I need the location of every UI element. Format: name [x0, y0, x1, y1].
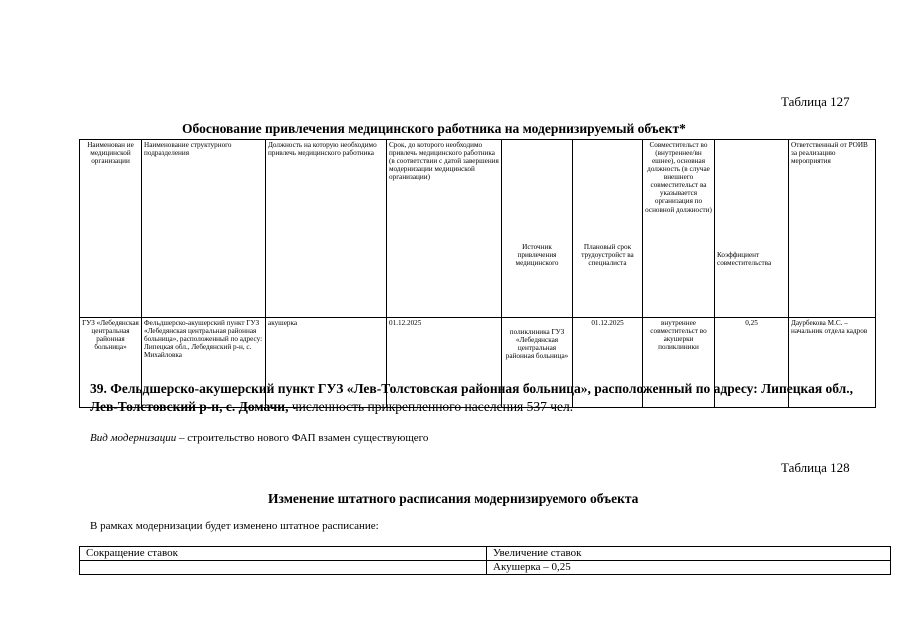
- table-128-heading: Изменение штатного расписания модернизируемого объекта: [268, 491, 639, 506]
- modernization-text: – строительство нового ФАП взамен существующего: [176, 432, 429, 444]
- table-128-intro: В рамках модернизации будет изменено штатное расписание:: [90, 520, 379, 532]
- header-cell: Наименование структурного подразделения: [142, 140, 266, 318]
- table-cell: 01.12.2025: [387, 318, 502, 408]
- reduction-value: [80, 561, 487, 575]
- table-127: [79, 139, 876, 408]
- table-cell: внутреннее совместительст во акушерки поликлиники: [643, 318, 715, 408]
- header-cell: Срок, до которого необходимо привлечь медицинского работника (в соответствии с датой завершения модернизации медицинской организации): [387, 140, 502, 318]
- table-128: [79, 546, 891, 575]
- header-cell: Должность на которую необходимо привлечь медицинского работника: [266, 140, 387, 318]
- table-127-heading: Обоснование привлечения медицинского работника на модернизируемый объект*: [182, 121, 686, 136]
- section-title-bold: 39. Фельдшерско-акушерский пункт ГУЗ «Лев-Толстовская районная больница», расположенный по адресу: Липецкая обл., Лев-Толстовский р-н, с. Домачи,: [90, 381, 853, 415]
- reduction-header: Сокращение ставок: [80, 547, 487, 561]
- increase-value: Акушерка – 0,25: [487, 561, 891, 575]
- table-128-caption: Таблица 128: [781, 460, 850, 475]
- increase-header: Увеличение ставок: [487, 547, 891, 561]
- table-cell: Фельдшерско-акушерский пункт ГУЗ «Лебедянская центральная районная больница», расположенный по адресу: Липецкая обл., Лебедянский р-н, с. Михайловка: [142, 318, 266, 408]
- table-127-caption: Таблица 127: [781, 94, 850, 109]
- table-cell: ГУЗ «Лебедянская центральная районная больница»: [80, 318, 142, 408]
- table-128-header-row: [80, 547, 891, 561]
- table-cell: акушерка: [266, 318, 387, 408]
- table-row: [80, 561, 891, 575]
- section-title-population: численность прикрепленного населения 537 чел.: [288, 399, 574, 415]
- table-cell: 0,25: [715, 318, 789, 408]
- header-cell: Источник привлечения медицинского: [502, 140, 573, 318]
- header-cell: Ответственный от РОИВ за реализацию мероприятия: [789, 140, 876, 318]
- modernization-label: Вид модернизации: [90, 432, 177, 444]
- header-cell: Плановый срок трудоустройст ва специалиста: [573, 140, 643, 318]
- table-cell: поликлиника ГУЗ «Лебедянская центральная районная больница»: [502, 318, 573, 408]
- section-title: [90, 380, 880, 416]
- header-cell: Наименован ие медицинской организации: [80, 140, 142, 318]
- header-cell: Совместительст во (внутреннее/вн ешнее), основная должность (в случае внешнего совместительст ва указывается организация по основной должности): [643, 140, 715, 318]
- table-127-header-row: [80, 140, 876, 318]
- modernization-type: [90, 432, 428, 444]
- header-cell: Коэффициент совместительства: [715, 140, 789, 318]
- table-cell: 01.12.2025: [573, 318, 643, 408]
- table-cell: Даурбекова М.С. – начальник отдела кадров: [789, 318, 876, 408]
